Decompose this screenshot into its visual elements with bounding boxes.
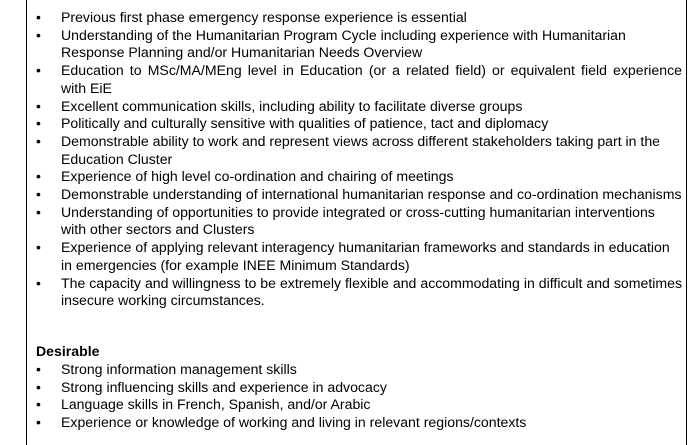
list-item: • Politically and culturally sensitive with qualities of patience, tact and diplomacy	[36, 115, 549, 132]
bullet-icon: •	[36, 414, 41, 431]
bullet-icon: •	[36, 378, 41, 395]
essential-requirements-list	[36, 9, 682, 310]
list-item: • The capacity and willingness to be extremely flexible and accommodating in difficult and sometimes insecure working circumstances.	[36, 274, 682, 309]
bullet-icon: •	[36, 203, 41, 220]
list-item: • Education to MSc/MA/MEng level in Education (or a related field) or equivalent field experience with EiE	[36, 62, 682, 96]
list-item: • Understanding of the Humanitarian Program Cycle including experience with Humanitarian Response Planning and/or Humanitarian Needs Overview	[36, 26, 626, 61]
bullet-icon: •	[36, 115, 41, 132]
list-item: • Experience of applying relevant interagency humanitarian frameworks and standards in education in emergencies (for example INEE Minimum Standards)	[36, 239, 670, 273]
bullet-icon: •	[36, 9, 41, 25]
list-item: • Previous first phase emergency response experience is essential	[36, 9, 467, 25]
list-item: • Experience or knowledge of working and living in relevant regions/contexts	[36, 414, 527, 431]
bullet-icon: •	[36, 26, 41, 43]
list-item: • Strong influencing skills and experience in advocacy	[36, 378, 387, 395]
bullet-icon: •	[36, 186, 41, 203]
list-item: • Demonstrable ability to work and represent views across different stakeholders taking part in the Education Cluster	[36, 132, 661, 167]
bullet-icon: •	[36, 132, 41, 149]
bullet-icon: •	[36, 274, 41, 291]
list-item: • Demonstrable understanding of international humanitarian response and co-ordination mechanisms	[36, 186, 682, 203]
bullet-icon: •	[36, 168, 41, 185]
list-item: • Experience of high level co-ordination and chairing of meetings	[36, 168, 454, 185]
list-item: • Strong information management skills	[36, 361, 297, 377]
bullet-icon: •	[36, 62, 41, 79]
desirable-heading: Desirable	[36, 343, 100, 359]
list-item: • Understanding of opportunities to provide integrated or cross-cutting humanitarian interventions with other sectors and Clusters	[36, 203, 655, 238]
list-item: • Excellent communication skills, including ability to facilitate diverse groups	[36, 97, 523, 114]
bullet-icon: •	[36, 97, 41, 114]
bullet-icon: •	[36, 396, 41, 413]
desirable-requirements-list	[36, 361, 682, 432]
list-item: • Language skills in French, Spanish, and/or Arabic	[36, 396, 371, 413]
bullet-icon: •	[36, 239, 41, 256]
bullet-icon: •	[36, 361, 41, 377]
requirements-table-cell	[26, 0, 687, 445]
